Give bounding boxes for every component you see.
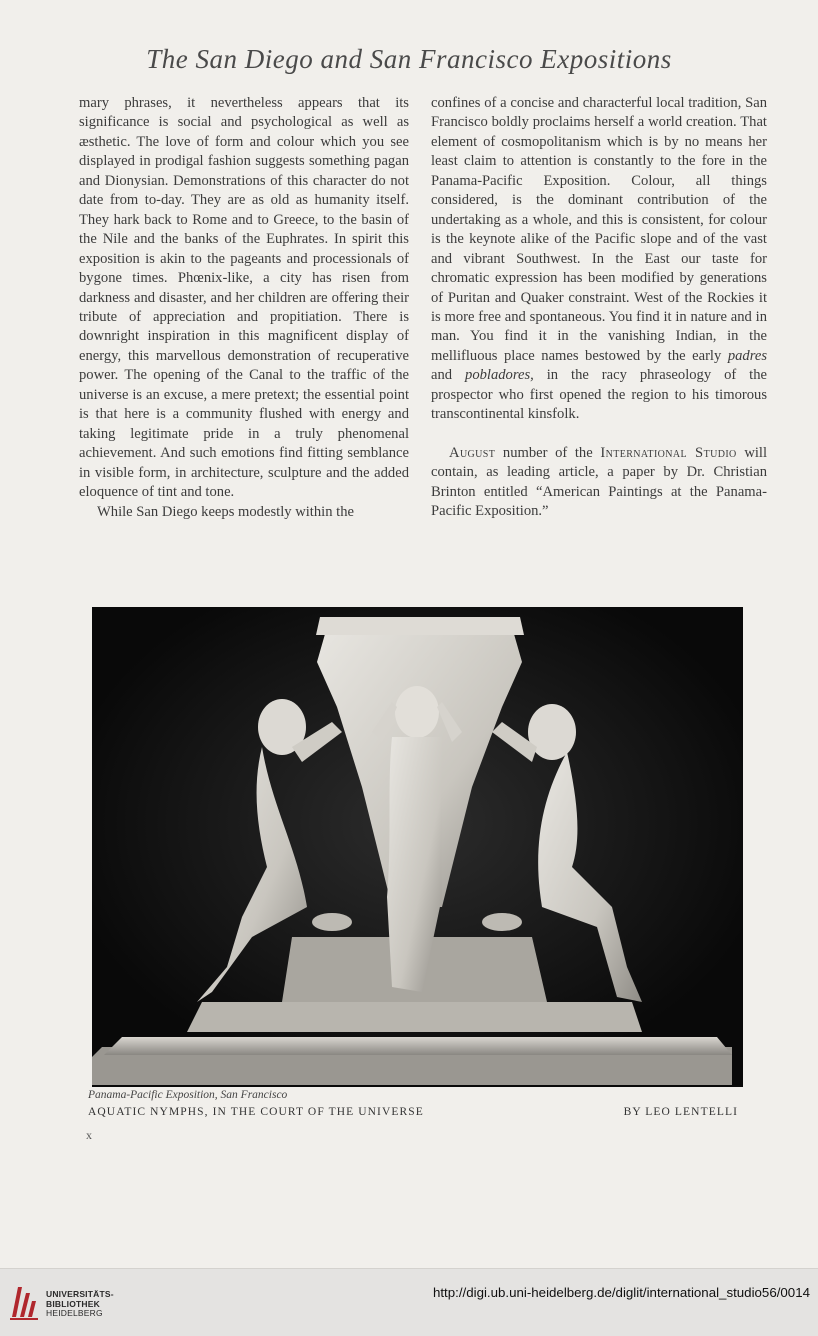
right-text-column	[431, 94, 767, 522]
source-url-link[interactable]: http://digi.ub.uni-heidelberg.de/diglit/international_studio56/0014	[432, 1285, 810, 1300]
base-ledge	[104, 1037, 732, 1055]
conjunction-and: and	[431, 367, 453, 384]
photo-title-caption: AQUATIC NYMPHS, IN THE COURT OF THE UNIVERSE	[88, 1106, 424, 1118]
library-name	[46, 1290, 114, 1319]
right-paragraph-text-b: in the racy phraseology of the prospector who first opened the region to his timorous transcontinental kinsfolk.	[431, 367, 767, 423]
left-paragraph-1: mary phrases, it nevertheless appears that its significance is social and psychological as well as æsthetic. The love of form and colour which you see displayed in prodigal fashion suggests something pagan and Dionysian. Demonstrations of this character do not date from to-day. They are as old as humanity itself. They hark back to Rome and to Greece, to the basin of the Nile and the banks of the Euphrates. In spirit this exposition is akin to the pageants and processionals of bygone times. Phœnix-like, a city has risen from darkness and disaster, and her children are offering their tribute of appreciation and propitiation. There is downright inspiration in this magnificent display of energy, this marvellous demonstration of recuperative power. The opening of the Canal to the traffic of the universe is an excuse, a mere pretext; the essential point is that here is a community flushed with energy and taking legitimate pride in a truly phenomenal achievement. And such emotions find fitting semblance in visible form, in architecture, sculpture and the added eloquence of tint and tone.	[79, 95, 409, 501]
note-text-a: number of the	[502, 444, 593, 461]
right-paragraph-text-a: confines of a concise and characterful local tradition, San Francisco boldly proclaims herself a world creation. That element of cosmopolitanism which is by no means her least claim to attention is constantly to the fore in the Panama-Pacific Exposition. Colour, all things considered, is the dominant contribution of the undertaking as a whole, and this is consistent, for colour is the keynote alike of the Pacific slope and of the vast and vibrant Southwest. In the East our taste for chromatic expression has been modified by generations of Puritan and Quaker constraint. West of the Rockies it is more free and spontaneous. You find it in nature and in man. You find it in the vanishing Indian, in the mellifluous place names bestowed by the early	[431, 95, 767, 364]
editorial-note	[431, 444, 767, 522]
left-turtle	[312, 913, 352, 931]
center-nymph-head	[395, 686, 439, 738]
right-paragraph-1	[431, 94, 767, 425]
photo-artist-caption: BY LEO LENTELLI	[623, 1106, 738, 1118]
vase-rim	[316, 617, 524, 635]
note-magazine-name: International Studio	[600, 444, 737, 461]
library-line-2: BIBLIOTHEK	[46, 1298, 100, 1309]
sculpture-illustration	[92, 607, 743, 1087]
photo-source-caption: Panama-Pacific Exposition, San Francisco	[88, 1089, 288, 1101]
italic-padres: padres	[727, 347, 767, 364]
running-title: The San Diego and San Francisco Expositions	[146, 44, 672, 74]
upper-base	[187, 1002, 642, 1032]
right-turtle	[482, 913, 522, 931]
library-line-3: HEIDELBERG	[46, 1308, 103, 1318]
italic-pobladores: pobladores,	[465, 367, 534, 384]
left-text-column	[79, 94, 409, 522]
note-text-b: will contain, as leading article, a paper by Dr. Christian Brinton entitled “American Paintings at the Panama-Pacific Exposition.”	[431, 444, 768, 520]
digitization-footer	[0, 1268, 818, 1336]
sculpture-photograph	[92, 607, 743, 1087]
library-logo-icon	[8, 1283, 40, 1321]
page-number: x	[86, 1128, 92, 1142]
note-month: August	[449, 444, 496, 461]
library-line-1: UNIVERSITÄTS-	[46, 1289, 114, 1299]
left-paragraph-2: While San Diego keeps modestly within the	[97, 503, 354, 520]
